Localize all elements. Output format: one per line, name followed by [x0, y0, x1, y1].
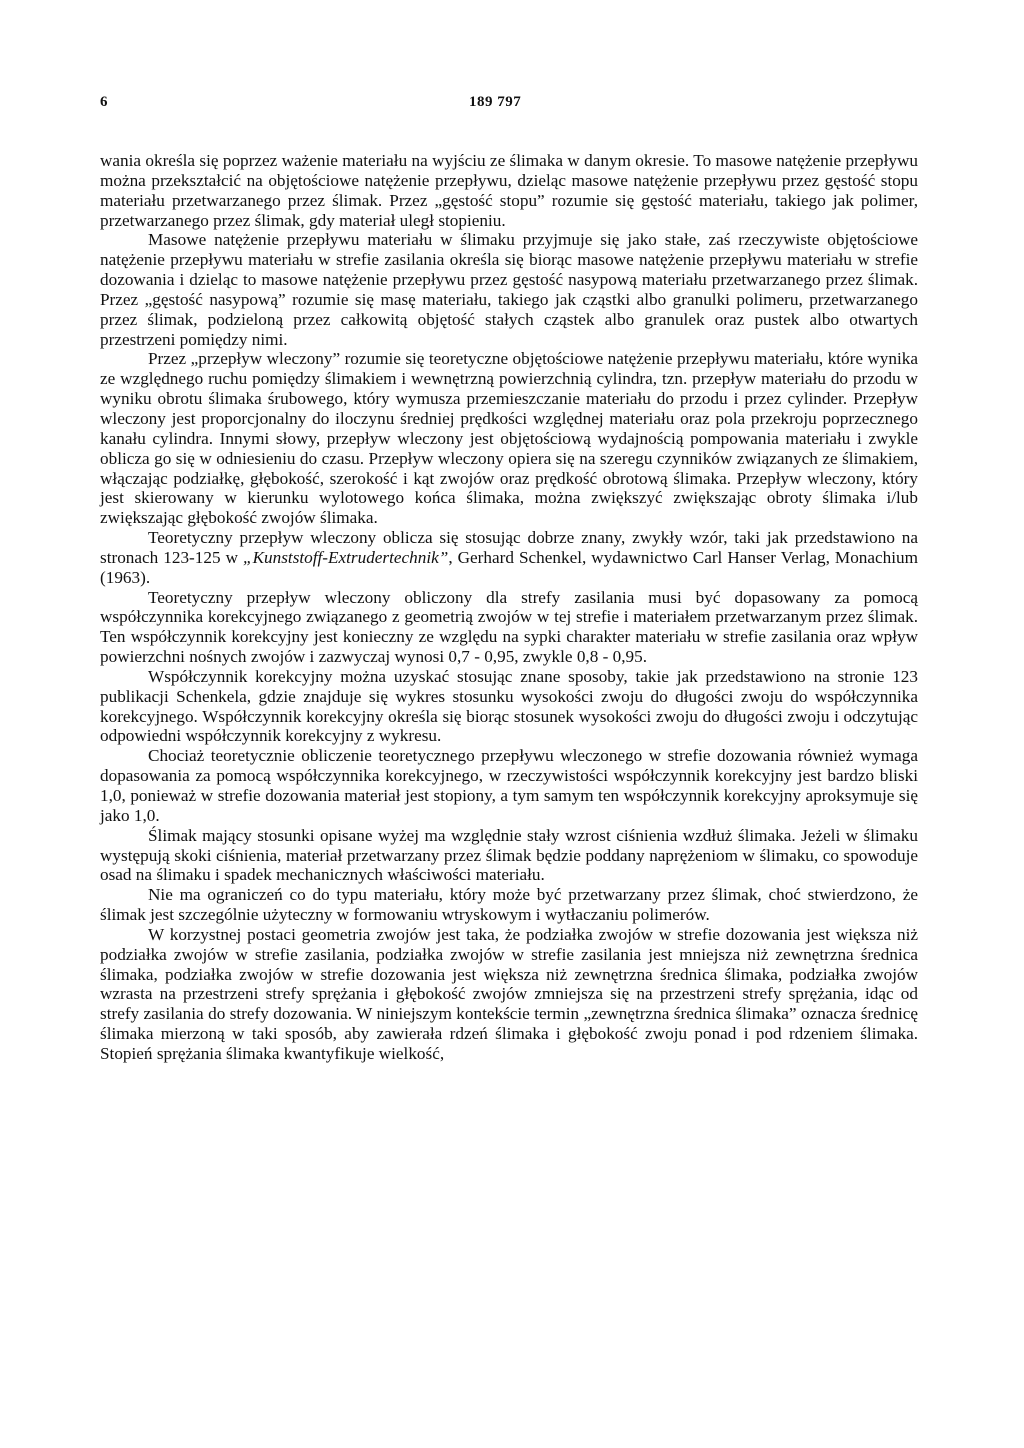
paragraph: Masowe natężenie przepływu materiału w ślimaku przyjmuje się jako stałe, zaś rzeczywiste objętościowe natężenie przepływu materiału w strefie zasilania określa się biorąc masowe natężenie przepływu materiału w strefie dozowania i dzieląc to masowe natężenie przepływu przez gęstość nasypową materiału przetwarzanego przez ślimak. Przez „gęstość nasypową” rozumie się masę materiału, takiego jak cząstki albo granulki polimeru, przetwarzanego przez ślimak, podzieloną przez całkowitą objętość stałych cząstek albo granulek oraz pustek albo otwartych przestrzeni pomiędzy nimi. — [100, 230, 918, 349]
paragraph-text: Teoretyczny przepływ wleczony oblicza się stosując dobrze znany, zwykły wzór, taki jak przedstawiono na stronach 123-125 w — [100, 528, 918, 567]
paragraph: wania określa się poprzez ważenie materiału na wyjściu ze ślimaka w danym okresie. To masowe natężenie przepływu można przekształcić na objętościowe natężenie przepływu, dzieląc masowe natężenie przepływu przez gęstość stopu materiału przetwarzanego przez ślimak. Przez „gęstość stopu” rozumie się gęstość materiału, takiego jak polimer, przetwarzanego przez ślimak, gdy materiał uległ stopieniu. — [100, 151, 918, 230]
paragraph: Teoretyczny przepływ wleczony obliczony dla strefy zasilania musi być dopasowany za pomocą współczynnika korekcyjnego związanego z geometrią zwojów w tej strefie i materiałem przetwarzanym przez ślimak. Ten współczynnik korekcyjny jest konieczny ze względu na sypki charakter materiału w strefie zasilania oraz wpływ powierzchni nośnych zwojów i zazwyczaj wynosi 0,7 - 0,95, zwykle 0,8 - 0,95. — [100, 587, 918, 667]
paragraph: Ślimak mający stosunki opisane wyżej ma względnie stały wzrost ciśnienia wzdłuż ślimaka. Jeżeli w ślimaku występują skoki ciśnienia, materiał przetwarzany przez ślimak będzie poddany naprężeniom w ślimaku, co spowoduje osad na ślimaku i spadek mechanicznych właściwości materiału. — [100, 825, 918, 885]
page-number: 6 — [100, 94, 108, 110]
document-page — [100, 94, 918, 1064]
paragraph-text: , Gerhard Schenkel, wydawnictwo Carl Hanser Verlag, Monachium (1963). — [100, 547, 918, 587]
page-header — [100, 94, 918, 120]
paragraph-with-citation — [100, 528, 918, 588]
paragraph: W korzystnej postaci geometria zwojów jest taka, że podziałka zwojów w strefie dozowania jest większa niż podziałka zwojów w strefie zasilania, podziałka zwojów w strefie zasilania jest mniejsza niż zewnętrzna średnica ślimaka, podziałka zwojów w strefie dozowania jest większa niż zewnętrzna średnica ślimaka, podziałka zwojów wzrasta na przestrzeni strefy sprężania i głębokość zwojów zmniejsza się na przestrzeni strefy sprężania, idąc od strefy zasilania do strefy dozowania. W niniejszym kontekście termin „zewnętrzna średnica ślimaka” oznacza średnicę ślimaka mierzoną w taki sposób, aby zawierała rdzeń ślimaka i głębokość zwoju ponad i pod rdzeniem ślimaka. Stopień sprężania ślimaka kwantyfikuje wielkość, — [100, 924, 918, 1063]
document-body — [100, 151, 918, 1064]
paragraph: Nie ma ograniczeń co do typu materiału, który może być przetwarzany przez ślimak, choć stwierdzono, że ślimak jest szczególnie użyteczny w formowaniu wtryskowym i wytłaczaniu polimerów. — [100, 885, 918, 925]
paragraph: Chociaż teoretycznie obliczenie teoretycznego przepływu wleczonego w strefie dozowania również wymaga dopasowania za pomocą współczynnika korekcyjnego, w rzeczywistości współczynnik korekcyjny jest bardzo bliski 1,0, ponieważ w strefie dozowania materiał jest stopiony, a tym samym ten współczynnik korekcyjny aproksymuje się jako 1,0. — [100, 746, 918, 825]
paragraph: Przez „przepływ wleczony” rozumie się teoretyczne objętościowe natężenie przepływu materiału, które wynika ze względnego ruchu pomiędzy ślimakiem i wewnętrzną powierzchnią cylindra, tzn. przepływ materiału do przodu w wyniku obrotu ślimaka śrubowego, który wymusza przemieszczanie materiału do przodu i przez cylinder. Przepływ wleczony jest proporcjonalny do iloczynu średniej prędkości względnej materiału oraz pola przekroju poprzecznego kanału cylindra. Innymi słowy, przepływ wleczony jest objętościową wydajnością pompowania materiału i zwykle oblicza go się w odniesieniu do czasu. Przepływ wleczony opiera się na szeregu czynników związanych ze ślimakiem, włączając podziałkę, głębokość, szerokość i kąt zwojów oraz prędkość obrotową ślimaka. Przepływ wleczony, który jest skierowany w kierunku wylotowego końca ślimaka, można zwiększyć zwiększając obroty ślimaka i/lub zwiększając głębokość zwojów ślimaka. — [100, 349, 918, 528]
paragraph: Współczynnik korekcyjny można uzyskać stosując znane sposoby, takie jak przedstawiono na stronie 123 publikacji Schenkela, gdzie znajduje się wykres stosunku wysokości zwoju do długości zwoju do współczynnika korekcyjnego. Współczynnik korekcyjny określa się biorąc stosunek wysokości zwoju do długości zwoju i odczytując odpowiedni współczynnik korekcyjny z wykresu. — [100, 666, 918, 746]
document-number: 189 797 — [469, 94, 522, 110]
book-title: „Kunststoff-Extrudertechnik” — [243, 547, 449, 567]
